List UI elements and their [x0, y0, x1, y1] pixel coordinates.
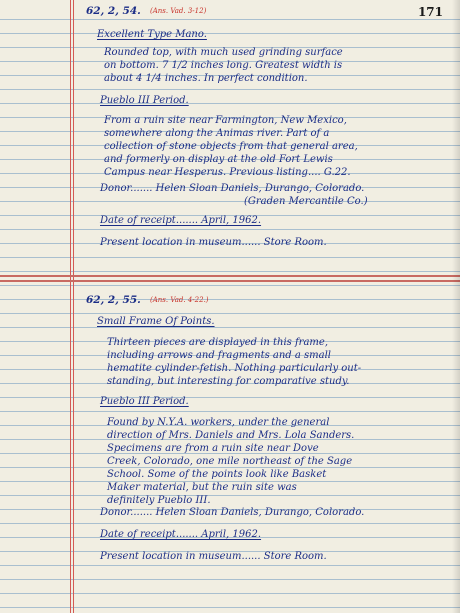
section-divider [0, 275, 460, 277]
provenance-line: and formerly on display at the old Fort Lewis [104, 154, 333, 165]
provenance-line: collection of stone objects from that general area, [104, 141, 358, 152]
period-heading: Pueblo III Period. [100, 95, 189, 106]
provenance-line: Found by N.Y.A. workers, under the general [107, 417, 330, 428]
item-title: Excellent Type Mano. [97, 29, 207, 40]
catalog-number: 62, 2, 54. [86, 5, 141, 17]
provenance-line: Maker material, but the ruin site was [107, 482, 297, 493]
page-number: 171 [417, 5, 443, 19]
donor-subline: (Graden Mercantile Co.) [244, 196, 368, 207]
description-line: Rounded top, with much used grinding surface [104, 47, 343, 58]
donor-line: Donor....... Helen Sloan Daniels, Durango, Colorado. [100, 183, 365, 194]
description-line: hematite cylinder-fetish. Nothing particularly out- [107, 363, 362, 374]
description-line: about 4 1/4 inches. In perfect condition. [104, 73, 308, 84]
page-edge-shadow [452, 0, 460, 613]
red-annotation: (Ans. Vad. 4-22.) [150, 296, 209, 304]
catalog-number: 62, 2, 55. [86, 294, 141, 306]
receipt-date: Date of receipt....... April, 1962. [100, 529, 262, 540]
provenance-line: somewhere along the Animas river. Part of a [104, 128, 330, 139]
section-divider [0, 280, 460, 282]
margin-line [70, 0, 71, 613]
provenance-line: Specimens are from a ruin site near Dove [107, 443, 319, 454]
description-line: on bottom. 7 1/2 inches long. Greatest width is [104, 60, 343, 71]
margin-line [73, 0, 74, 613]
description-line: including arrows and fragments and a small [107, 350, 332, 361]
present-location: Present location in museum...... Store Room. [100, 237, 327, 248]
provenance-line: Creek, Colorado, one mile northeast of the Sage [107, 456, 353, 467]
period-heading: Pueblo III Period. [100, 396, 189, 407]
provenance-line: From a ruin site near Farmington, New Mexico, [104, 115, 347, 126]
item-title: Small Frame Of Points. [97, 316, 215, 327]
present-location: Present location in museum...... Store Room. [100, 551, 327, 562]
provenance-line: direction of Mrs. Daniels and Mrs. Lola Sanders. [107, 430, 355, 441]
red-annotation: (Ans. Vad. 3-12) [150, 7, 207, 15]
provenance-line: School. Some of the points look like Basket [107, 469, 327, 480]
provenance-line: Campus near Hesperus. Previous listing.... G.22. [104, 167, 351, 178]
description-line: Thirteen pieces are displayed in this frame, [107, 337, 328, 348]
description-line: standing, but interesting for comparative study. [107, 376, 350, 387]
provenance-line: definitely Pueblo III. [107, 495, 211, 506]
receipt-date: Date of receipt....... April, 1962. [100, 215, 262, 226]
donor-line: Donor....... Helen Sloan Daniels, Durango, Colorado. [100, 507, 365, 518]
